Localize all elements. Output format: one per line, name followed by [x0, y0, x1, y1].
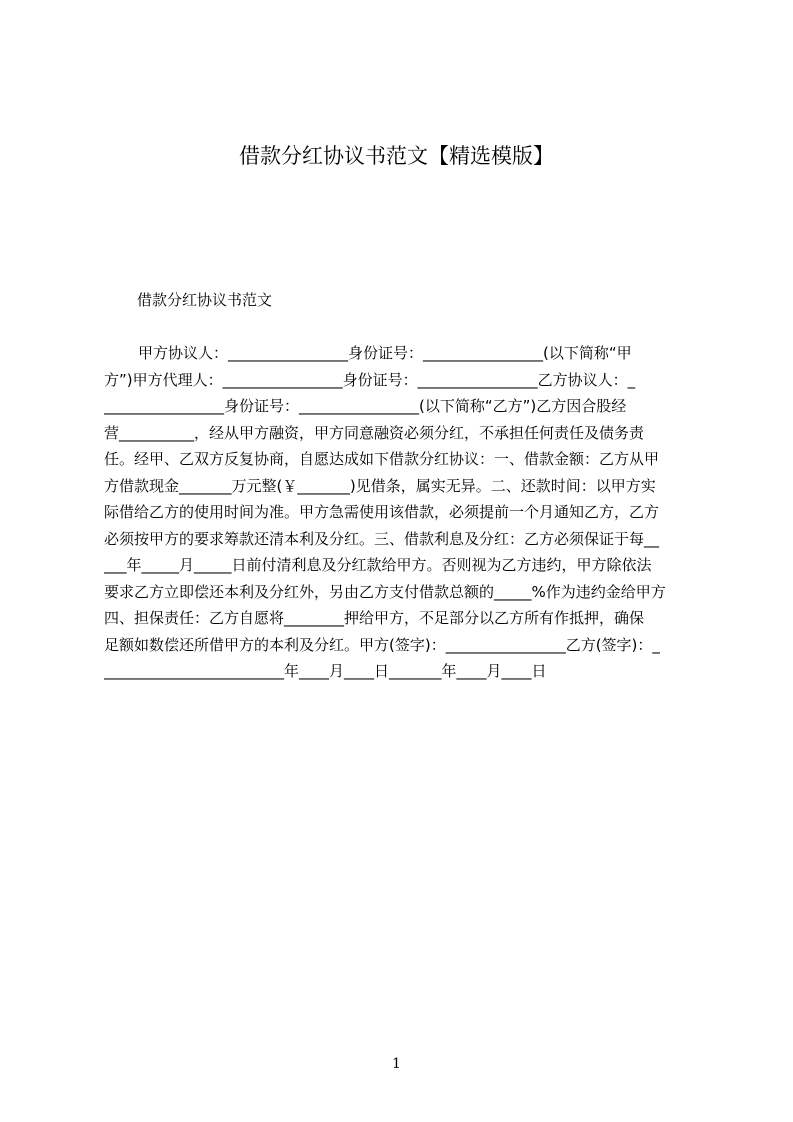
section-heading: 借款分红协议书范文 [137, 291, 273, 309]
body-line: ___年_____月_____日前付清利息及分红款给甲方。否则视为乙方违约，甲方除依法 [104, 556, 652, 574]
body-line: 四、担保责任：乙方自愿将________押给甲方，不足部分以乙方所有作抵押，确保 [104, 609, 645, 627]
body-line: 方借款现金_______万元整(￥_______)见借条，属实无异。二、还款时间：以甲方实 [104, 476, 656, 495]
body-line: 甲方协议人：________________身份证号：________________(以下简称“甲 [138, 344, 632, 362]
body-line: 营__________，经从甲方融资，甲方同意融资必须分红，不承担任何责任及债务责 [104, 423, 645, 442]
document-title: 借款分红协议书范文【精选模版】 [239, 144, 554, 168]
body-line: 足额如数偿还所借甲方的本利及分红。甲方(签字)：________________乙方(签字)：_ [104, 635, 660, 654]
body-line: 方”)甲方代理人：________________身份证号：________________乙方协议人：_ [104, 370, 636, 389]
page-number: 1 [392, 1056, 401, 1072]
body-line: ________________________年____月____日_______年____月____日 [104, 662, 547, 680]
body-line: 任。经甲、乙双方反复协商，自愿达成如下借款分红协议：一、借款金额：乙方从甲 [104, 450, 660, 468]
agreement-body [104, 340, 701, 685]
body-line: 必须按甲方的要求筹款还清本利及分红。三、借款利息及分红：乙方必须保证于每__ [104, 529, 660, 548]
body-line: 要求乙方立即偿还本利及分红外，另由乙方支付借款总额的_____%作为违约金给甲方 [104, 582, 666, 601]
body-line: 际借给乙方的使用时间为准。甲方急需使用该借款，必须提前一个月通知乙方，乙方 [104, 503, 660, 521]
body-line: ________________身份证号：________________(以下简称“乙方”)乙方因合股经 [104, 397, 627, 415]
